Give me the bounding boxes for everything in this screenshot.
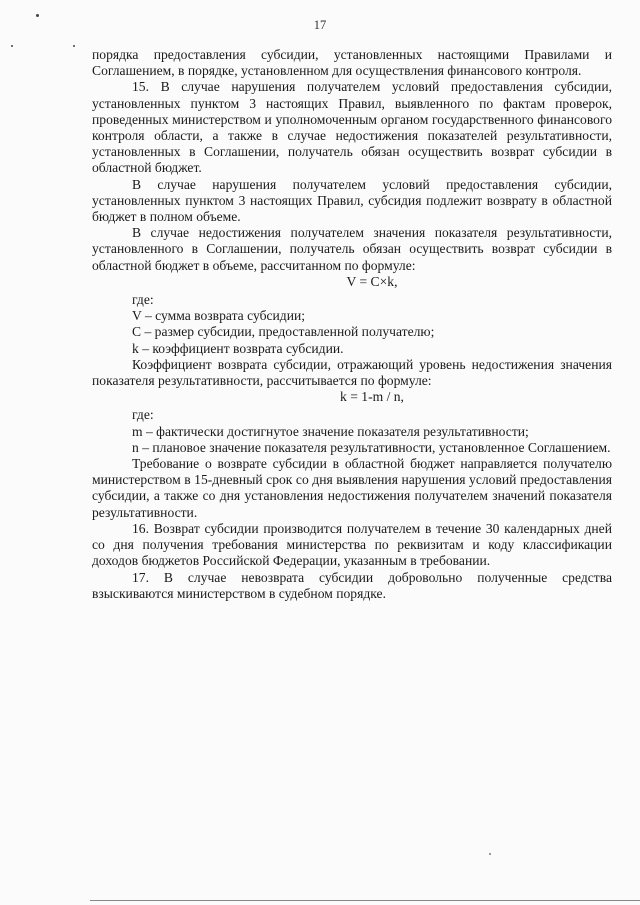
document-body bbox=[92, 47, 612, 602]
paragraph-continuation: порядка предоставления субсидии, установленных настоящими Правилами и Соглашением, в порядке, установленном для осуществления финансового контроля. bbox=[92, 47, 612, 79]
definition-n: n – плановое значение показателя результативности, установленное Соглашением. bbox=[132, 439, 611, 455]
paragraph-return-demand: Требование о возврате субсидии в областной бюджет направляется получателю министерством в 15-дневный срок со дня выявления нарушения условий предоставления субсидии, а также со дня установления недостижения получателем значений показателя результативности. bbox=[92, 456, 612, 520]
paragraph-full-return: В случае нарушения получателем условий предоставления субсидии, установленных пунктом 3 настоящих Правил, субсидия подлежит возврату в областной бюджет в полном объеме. bbox=[92, 176, 612, 225]
definition-c: C – размер субсидии, предоставленной получателю; bbox=[132, 324, 435, 340]
paragraph-clause-16: 16. Возврат субсидии производится получателем в течение 30 календарных дней со дня получения требования министерства по реквизитам и коду классификации доходов бюджетов Российской Федерации, указанным в требовании. bbox=[92, 520, 612, 569]
paragraph-clause-17: 17. В случае невозврата субсидии добровольно полученные средства взыскиваются министерством в судебном порядке. bbox=[92, 569, 612, 601]
scan-speck bbox=[36, 14, 39, 17]
definition-v: V – сумма возврата субсидии; bbox=[132, 308, 306, 324]
paragraph-coefficient: Коэффициент возврата субсидии, отражающий уровень недостижения значения показателя результативности, рассчитывается по формуле: bbox=[92, 356, 612, 389]
definition-k: k – коэффициент возврата субсидии. bbox=[132, 340, 344, 356]
paragraph-partial-return: В случае недостижения получателем значения показателя результативности, установленного в Соглашении, получатель обязан осуществить возврат субсидии в областной бюджет в объеме, рассчитанном по формуле: bbox=[92, 225, 612, 273]
scan-speck bbox=[11, 45, 13, 47]
scan-edge-line bbox=[90, 900, 640, 901]
page-number: 17 bbox=[313, 18, 327, 32]
formula-coefficient: k = 1-m / n, bbox=[340, 389, 404, 405]
paragraph-clause-15: 15. В случае нарушения получателем условий предоставления субсидии, установленных пунктом 3 настоящих Правил, выявленного по фактам проверок, проведенных министерством и уполномоченным органом государственного финансового контроля области, а также в случае недостижения показателей результативности, установленных в Соглашении, получатель обязан осуществить возврат субсидии в областной бюджет. bbox=[92, 79, 612, 176]
definition-m: m – фактически достигнутое значение показателя результативности; bbox=[132, 423, 529, 439]
paragraph-where-2: где: bbox=[132, 407, 154, 423]
formula-return-amount: V = C×k, bbox=[346, 273, 398, 289]
scan-speck bbox=[489, 853, 491, 855]
scan-speck bbox=[73, 45, 75, 47]
paragraph-where-1: где: bbox=[132, 292, 154, 308]
